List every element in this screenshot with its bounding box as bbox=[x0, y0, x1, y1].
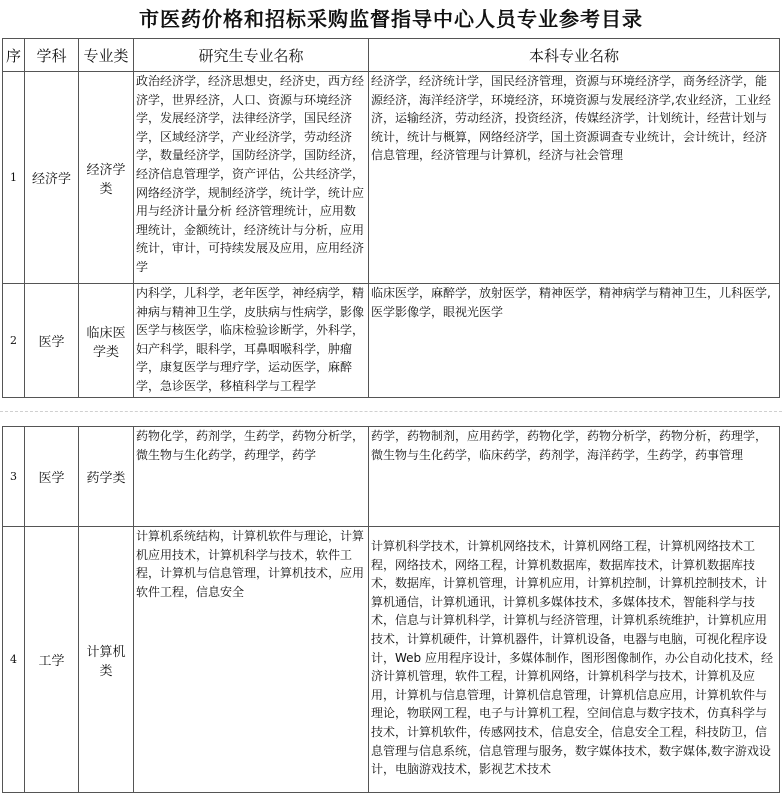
row-category: 药学类 bbox=[79, 427, 134, 527]
row-undergraduate-majors: 临床医学，麻醉学，放射医学，精神医学，精神病学与精神卫生，儿科医学,医学影像学，眼视光医学 bbox=[369, 284, 780, 398]
row-graduate-majors: 政治经济学，经济思想史，经济史，西方经济学，世界经济，人口、资源与环境经济学，发展经济学，法律经济学，国民经济学，区域经济学，产业经济学，劳动经济学，数量经济学，国防经济学，国防经济，经济信息管理学，资产评估，公共经济学，网络经济学，规制经济学，统计学，统计应用与经济计量分析 经济管理统计，应用数理统计，金额统计，经济统计与分析，应用统计，审计，可持续发展及应用，应用经济学 bbox=[134, 72, 369, 284]
row-number: 2 bbox=[3, 284, 25, 398]
header-no: 序 bbox=[3, 39, 25, 72]
header-discipline: 学科 bbox=[25, 39, 79, 72]
row-graduate-majors: 计算机系统结构，计算机软件与理论，计算机应用技术，计算机科学与技术，软件工程，计算机与信息管理，计算机技术，应用软件工程，信息安全 bbox=[134, 527, 369, 793]
row-undergraduate-majors: 药学，药物制剂，应用药学，药物化学，药物分析学，药物分析，药理学，微生物与生化药学，临床药学，药剂学，海洋药学，生药学，药事管理 bbox=[369, 427, 780, 527]
row-category: 计算机类 bbox=[79, 527, 134, 793]
row-undergraduate-majors: 计算机科学技术，计算机网络技术，计算机网络工程，计算机网络技术工程，网络技术，网络工程，计算机数据库，数据库技术，计算机数据库技术，数据库，计算机管理，计算机应用，计算机控制，计算机控制技术，计算机通信，计算机通讯，计算机多媒体技术，多媒体技术，智能科学与技术，信息与计算机科学，计算机与经济管理，计算机系统维护，计算机应用技术，计算机硬件，计算机器件，计算机设备，电器与电脑，可视化程序设计，Web 应用程序设计，多媒体制作，图形图像制作，办公自动化技术，经济计算机管理，软件工程，计算机网络，计算机科学与技术，计算机及应用，计算机与信息管理，计算机信息管理，计算机信息应用，计算机软件与理论，物联网工程，电子与计算机工程，空间信息与数字技术，仿真科学与技术，计算机软件，传感网技术，信息安全，信息安全工程，科技防卫，信息管理与信息系统，信息管理与服务，数字媒体技术，数字媒体,数字游戏设计，电脑游戏技术，影视艺术技术 bbox=[369, 527, 780, 793]
document-title: 市医药价格和招标采购监督指导中心人员专业参考目录 bbox=[139, 7, 643, 31]
header-undergraduate-major: 本科专业名称 bbox=[369, 39, 780, 72]
row-graduate-majors: 内科学，儿科学，老年医学，神经病学，精神病与精神卫生学，皮肤病与性病学，影像医学与核医学，临床检验诊断学，外科学，妇产科学，眼科学，耳鼻咽喉科学，肿瘤学，康复医学与理疗学，运动医学，麻醉学，急诊医学，移植科学与工程学 bbox=[134, 284, 369, 398]
table-header-row bbox=[3, 39, 780, 72]
row-graduate-majors: 药物化学，药剂学，生药学，药物分析学，微生物与生化药学，药理学，药学 bbox=[134, 427, 369, 527]
row-number: 4 bbox=[3, 527, 25, 793]
row-number: 1 bbox=[3, 72, 25, 284]
row-discipline: 医学 bbox=[25, 284, 79, 398]
row-discipline: 医学 bbox=[25, 427, 79, 527]
table-row bbox=[3, 72, 780, 284]
table-row bbox=[3, 527, 780, 793]
page-break bbox=[0, 400, 782, 426]
row-category: 临床医学类 bbox=[79, 284, 134, 398]
table-row bbox=[3, 427, 780, 527]
page-break-line bbox=[0, 411, 782, 412]
table-row bbox=[3, 284, 780, 398]
header-category: 专业类 bbox=[79, 39, 134, 72]
row-undergraduate-majors: 经济学，经济统计学，国民经济管理，资源与环境经济学，商务经济学，能源经济，海洋经济学，环境经济，环境资源与发展经济学,农业经济，工业经济，运输经济，劳动经济，投资经济，传媒经济学，计划统计，经营计划与统计，统计与概算，网络经济学，国土资源调查专业统计，会计统计，经济信息管理，经济管理与计算机，经济与社会管理 bbox=[369, 72, 780, 284]
row-category: 经济学类 bbox=[79, 72, 134, 284]
row-discipline: 工学 bbox=[25, 527, 79, 793]
reference-table-part-2 bbox=[2, 426, 780, 793]
header-graduate-major: 研究生专业名称 bbox=[134, 39, 369, 72]
row-number: 3 bbox=[3, 427, 25, 527]
row-discipline: 经济学 bbox=[25, 72, 79, 284]
reference-table-part-1 bbox=[2, 38, 780, 398]
